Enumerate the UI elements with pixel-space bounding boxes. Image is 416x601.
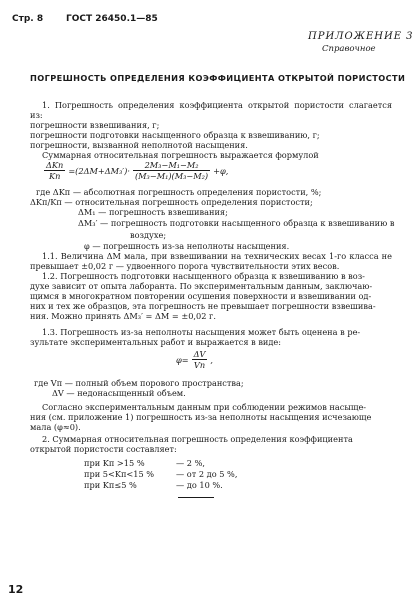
standard-number: ГОСТ 26450.1—85 [66, 14, 158, 24]
para-2-line-1: 2. Суммарная относительная погрешность определения коэффициента [42, 434, 353, 444]
formula-2 [176, 349, 213, 370]
para-2-line-2: открытой пористости составляет: [30, 444, 177, 454]
formula-2-fraction: $\frac{\Delta V}{Vп}$ [193, 349, 206, 370]
formula-1-lhs: $\frac{\text{ΔKп}}{Kп}$ [46, 160, 64, 181]
table-row-2-val: — от 2 до 5 %, [176, 469, 238, 479]
para-1-3-line-2: зультате экспериментальных работ и выражается в виде: [30, 337, 282, 347]
appendix-type: Справочное [322, 44, 376, 54]
formula-2-tail: , [210, 354, 214, 365]
table-row-1-val: — 2 %, [176, 458, 205, 468]
para-1-4-line-1: Согласно экспериментальным данным при соблюдении режимов насыще- [42, 402, 367, 412]
def-1: где ΔKп — абсолютная погрешность определения пористости, %; [36, 187, 322, 197]
formula-1 [44, 160, 228, 181]
para-1-line-3: погрешности подготовки насыщенного образца к взвешиванию, г; [30, 130, 320, 140]
def2-2: ΔV — недонасыщенный объем. [52, 388, 186, 398]
para-1-line-5: Суммарная относительная погрешность выражается формулой [42, 150, 319, 160]
table-row-3-val: — до 10 %. [176, 480, 223, 490]
para-1-2-line-1: 1.2. Погрешность подготовки насыщенного образца к взвешиванию в воз- [42, 271, 365, 281]
table-row-1-cond: при Kп >15 % [84, 458, 145, 468]
appendix-label: ПРИЛОЖЕНИЕ 3 [308, 31, 414, 42]
formula-1-tail: +φ, [213, 165, 229, 176]
para-1-line-4: погрешности, вызванной неполнотой насыщения. [30, 140, 248, 150]
para-1-line-1: 1. Погрешность определения коэффициента открытой пористости слагается из: [30, 100, 392, 120]
para-1-4-line-3: мала (φ≈0). [30, 422, 81, 432]
page-number: 12 [8, 583, 24, 596]
table-row-3-cond: при Kп≤5 % [84, 480, 137, 490]
def-3: ΔM₁ — погрешность взвешивания; [78, 207, 228, 217]
para-1-2-line-5: ния. Можно принять ΔM₃′ = ΔM = ±0,02 г. [30, 311, 216, 321]
def2-1: где Vп — полный объем порового пространства; [34, 378, 244, 388]
para-1-4-line-2: ния (см. приложение 1) погрешность из-за неполноты насыщения исчезающе [30, 412, 372, 422]
def-5: φ — погрешность из-за неполноты насыщения. [84, 241, 290, 251]
def-4b: воздухе; [130, 230, 167, 240]
formula-2-lhs: φ= [176, 354, 189, 365]
formula-1-mid: =(2ΔM+ΔM₃′)· [68, 165, 130, 176]
formula-1-rhs: $\frac{\text{2M₃−M₁−M₂}}{\text{(M₃−M₁)(M₃−M₂)}}$ [134, 160, 209, 181]
def-4a: ΔM₃′ — погрешность подготовки насыщенного образца к взвешиванию в [78, 218, 395, 228]
para-1-3-line-1: 1.3. Погрешность из-за неполноты насыщения может быть оценена в ре- [42, 327, 361, 337]
page-label: Стр. 8 [12, 14, 44, 24]
section-title: ПОГРЕШНОСТЬ ОПРЕДЕЛЕНИЯ КОЭФФИЦИЕНТА ОТКРЫТОЙ ПОРИСТОСТИ [30, 73, 406, 83]
def-2: ΔKп/Kп — относительная погрешность определения пористости; [30, 197, 313, 207]
para-1-2-line-2: духе зависит от опыта лаборанта. По экспериментальным данным, заключаю- [30, 281, 373, 291]
table-row-2-cond: при 5<Kп<15 % [84, 469, 155, 479]
para-1-1: 1.1. Величина ΔM мала, при взвешивании на технических весах 1-го класса не превышает ±0,02 г — удвоенного порога чувствительности этих весов. [30, 251, 392, 271]
para-1-line-2: погрешности взвешивания, г; [30, 120, 160, 130]
end-rule [178, 497, 214, 498]
para-1-2-line-4: них и тех же образцов, эта погрешность не превышает погрешности взвешива- [30, 301, 376, 311]
para-1-2-line-3: щимся в многократном повторении осушения поверхности и взвешивании од- [30, 291, 372, 301]
